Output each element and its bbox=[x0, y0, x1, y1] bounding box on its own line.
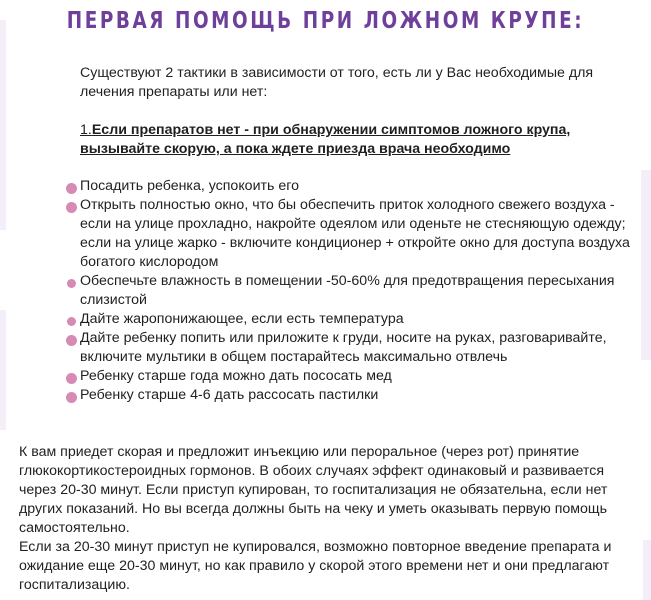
step-text: Ребенку старше года можно дать пососать мед bbox=[80, 368, 392, 384]
page-title: ПЕРВАЯ ПОМОЩЬ ПРИ ЛОЖНОМ КРУПЕ: bbox=[66, 8, 585, 34]
list-item bbox=[66, 196, 636, 272]
tactic-heading bbox=[80, 121, 640, 159]
step-text: Дайте жаропонижающее, если есть температура bbox=[80, 311, 404, 327]
bullet-dot-icon bbox=[66, 335, 77, 346]
tactic-text: Если препаратов нет - при обнаружении симптомов ложного крупа, вызывайте скорую, а пока ждете приезда врача необходимо bbox=[80, 122, 571, 157]
info-paragraph: Если за 20-30 минут приступ не купировался, возможно повторное введение препарата и ожидание еще 20-30 минут, но как правило у скорой этого времени нет и они предлагают госпитализацию. bbox=[19, 539, 612, 593]
step-text: Дайте ребенку попить или приложите к груди, носите на руках, разговаривайте, включите мультики в общем постарайтесь максимально отвлечь bbox=[80, 330, 607, 365]
bullet-dot-icon bbox=[66, 183, 77, 194]
info-paragraph: К вам приедет скорая и предложит инъекцию или пероральное (через рот) принятие глюкокортикостероидных гормонов. В обоих случаях эффект одинаковый и развивается через 20-30 минут. Если приступ купирован, то госпитализация не обязательна, если нет других показаний. Но вы всегда должны быть на чеку и уметь оказывать первую помощь самостоятельно. bbox=[19, 444, 608, 536]
step-text: Ребенку старше 4-6 дать рассосать пастилки bbox=[80, 387, 379, 403]
first-aid-steps-list bbox=[66, 177, 636, 405]
list-item bbox=[66, 177, 636, 196]
list-item bbox=[66, 367, 636, 386]
decorative-edge-band bbox=[0, 310, 6, 430]
tactic-number: 1. bbox=[80, 122, 92, 138]
list-item bbox=[66, 310, 636, 329]
bullet-dot-icon bbox=[67, 317, 76, 326]
list-item bbox=[66, 272, 636, 310]
decorative-edge-band bbox=[643, 540, 651, 600]
bullet-dot-icon bbox=[66, 202, 77, 213]
decorative-edge-band bbox=[0, 20, 6, 230]
bullet-dot-icon bbox=[67, 279, 76, 288]
bullet-dot-icon bbox=[66, 392, 77, 403]
intro-paragraph: Существуют 2 тактики в зависимости от того, есть ли у Вас необходимые для лечения препараты или нет: bbox=[80, 65, 594, 100]
step-text: Открыть полностью окно, что бы обеспечить приток холодного свежего воздуха - если на улице прохладно, накройте одеялом или оденьте не стесняющую одежду; если на улице жарко - включите кондиционер + откройте окно для доступа воздуха богатого кислородом bbox=[80, 197, 630, 270]
step-text: Посадить ребенка, успокоить его bbox=[80, 178, 299, 194]
decorative-edge-band bbox=[641, 170, 651, 360]
ambulance-info bbox=[19, 443, 644, 595]
list-item bbox=[66, 329, 636, 367]
list-item bbox=[66, 386, 636, 405]
step-text: Обеспечьте влажность в помещении -50-60% для предотвращения пересыхания слизистой bbox=[80, 273, 615, 308]
bullet-dot-icon bbox=[66, 373, 77, 384]
